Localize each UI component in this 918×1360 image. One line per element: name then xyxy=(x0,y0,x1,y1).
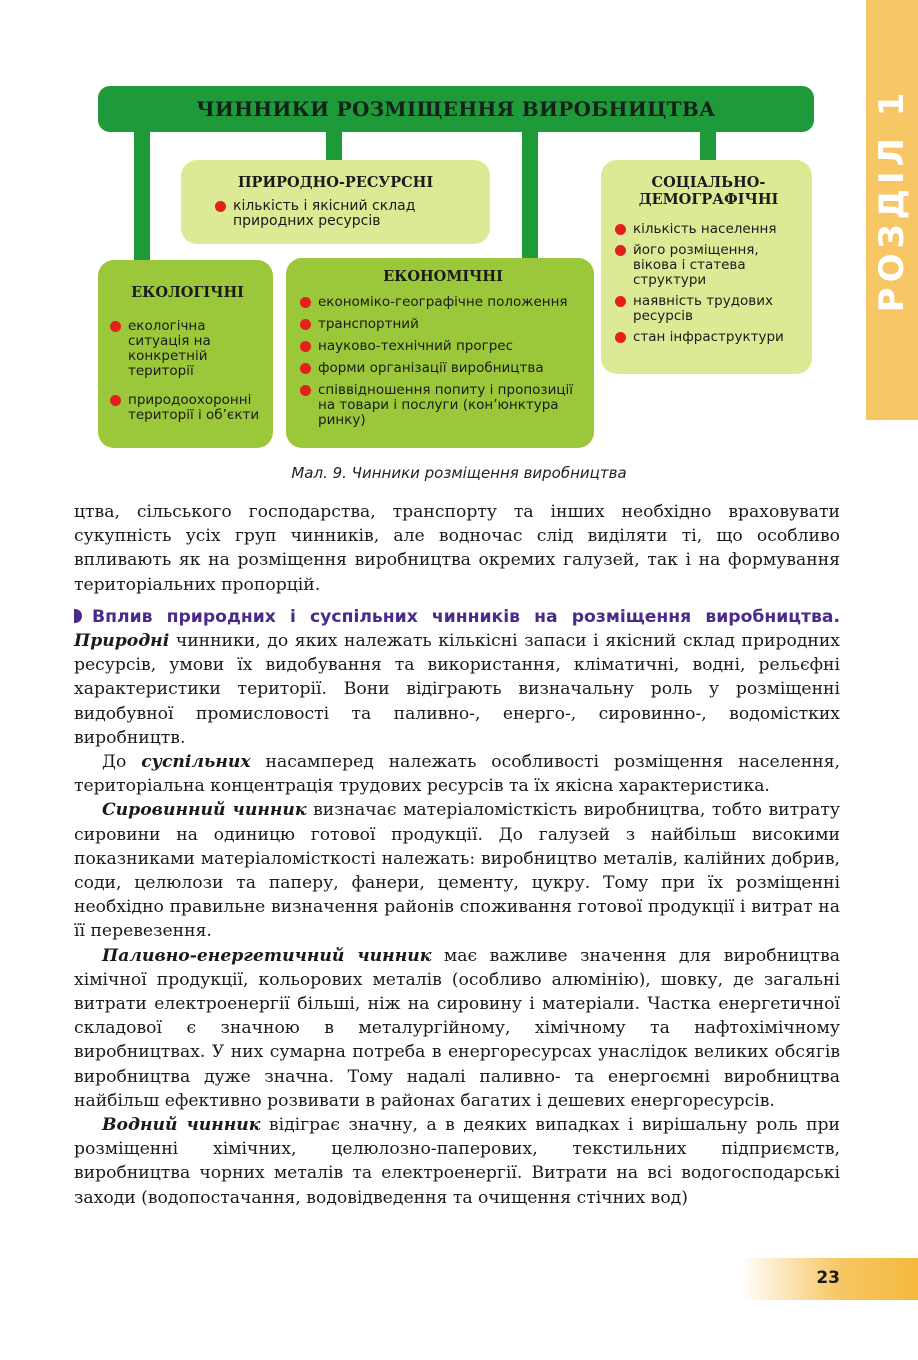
paragraph xyxy=(74,750,840,798)
section-heading: Вплив природних і суспільних чинників на розміщення виробництва. xyxy=(92,606,840,627)
ecological-title: ЕКОЛОГІЧНІ xyxy=(131,284,244,301)
economic-box xyxy=(286,258,594,448)
paragraph xyxy=(74,605,840,750)
list-item: транспортний xyxy=(300,317,586,332)
natural-resource-box xyxy=(181,160,490,244)
paragraph-text: чинники, до яких належать кількісні запаси і якісний склад природних ресурсів, умови їх видобування та використання, кліматичні, водні, рельєфні характеристики території. Вони відіграють визначальну роль у розміщенні видобувної промисловості та паливно-, енерго-, сировинно-, водомістких виробництв. xyxy=(74,631,841,748)
body-text xyxy=(74,500,840,1210)
list-item: його розміщення, вікова і статева структури xyxy=(615,243,802,288)
ecological-box xyxy=(98,260,273,448)
term: Паливно-енергетичний чинник xyxy=(102,945,432,966)
term: Водний чинник xyxy=(102,1115,261,1136)
economic-title: ЕКОНОМІЧНІ xyxy=(383,268,503,285)
section-marker-icon xyxy=(74,609,82,623)
paragraph xyxy=(74,944,840,1113)
list-item: екологічна ситуація на конкретній території xyxy=(110,319,265,379)
list-item: кількість і якісний склад природних ресурсів xyxy=(215,199,474,229)
term: суспільних xyxy=(141,752,251,773)
paragraph-text: має важливе значення для виробництва хімічної продукції, кольорових металів (особливо алюмінію), шовку, де загальні витрати електроенергії більші, ніж на сировину і матеріали. Частка енергетичної складової є значною в металургійному, хімічному та нафтохімічному виробництвах. У них сумарна потреба в енергоресурсах унаслідок великих обсягів виробництва дуже значна. Тому надалі паливно- та енергоємні виробництва найбільш ефективно розвивати в районах багатих і дешевих енергоресурсів. xyxy=(74,945,840,1111)
paragraph-text: визначає матеріаломісткість виробництва, тобто витрату сировини на одиницю готової продукції. До галузей з найбільш високими показниками матеріаломісткості належать: виробництво металів, калійних добрив, соди, целюлози та паперу, фанери, цементу, цукру. Тому при їх розміщенні необхідно правильне визначення районів споживання готової продукції і витрат на її перевезення. xyxy=(74,800,840,942)
socio-demographic-box xyxy=(601,160,812,374)
chapter-label: РОЗДІЛ 1 xyxy=(872,87,912,313)
list-item: форми організації виробництва xyxy=(300,361,586,376)
paragraph xyxy=(74,1113,840,1210)
list-item: науково-технічний прогрес xyxy=(300,339,586,354)
term: Сировинний чинник xyxy=(102,800,307,821)
term: Природні xyxy=(74,631,170,652)
diagram-title-bar xyxy=(98,86,814,132)
paragraph-text: відіграє значну, а в деяких випадках і вирішальну роль при розміщенні хімічних, целюлозно-паперових, текстильних підприємств, виробництва чорних металів та електроенергії. Витрати на всі водогосподарські заходи (водопостачання, водовідведення та очищення стічних вод) xyxy=(74,1115,841,1208)
connector-economic xyxy=(522,120,538,260)
page-number: 23 xyxy=(816,1268,840,1288)
connector-ecological xyxy=(134,120,150,262)
page-number-band xyxy=(740,1258,918,1300)
paragraph xyxy=(74,798,840,943)
list-item: стан інфраструктури xyxy=(615,330,802,345)
list-item: природоохоронні території і об’єкти xyxy=(110,393,265,423)
paragraph: цтва, сільського господарства, транспорту та інших необхідно враховувати сукупність усіх груп чинників, але водночас слід виділяти ті, що особливо впливають як на розміщення виробництва окремих галузей, так і на формування територіальних пропорцій. xyxy=(74,502,840,595)
paragraph-text: До xyxy=(102,752,127,773)
diagram-title: ЧИННИКИ РОЗМІЩЕННЯ ВИРОБНИЦТВА xyxy=(196,97,716,121)
list-item: кількість населення xyxy=(615,222,802,237)
figure-caption: Мал. 9. Чинники розміщення виробництва xyxy=(291,464,627,482)
paragraph-text: насамперед належать особливості розміщення населення, територіальна концентрація трудових ресурсів та їх якісна характеристика. xyxy=(74,752,841,797)
socio-demographic-title: СОЦІАЛЬНО-ДЕМОГРАФІЧНІ xyxy=(638,174,779,208)
natural-resource-title: ПРИРОДНО-РЕСУРСНІ xyxy=(237,174,434,191)
chapter-side-tab xyxy=(866,0,918,420)
list-item: співвідношення попиту і пропозиції на товари і послуги (кон’юнктура ринку) xyxy=(300,383,586,428)
list-item: наявність трудових ресурсів xyxy=(615,294,802,324)
list-item: економіко-географічне положення xyxy=(300,295,586,310)
